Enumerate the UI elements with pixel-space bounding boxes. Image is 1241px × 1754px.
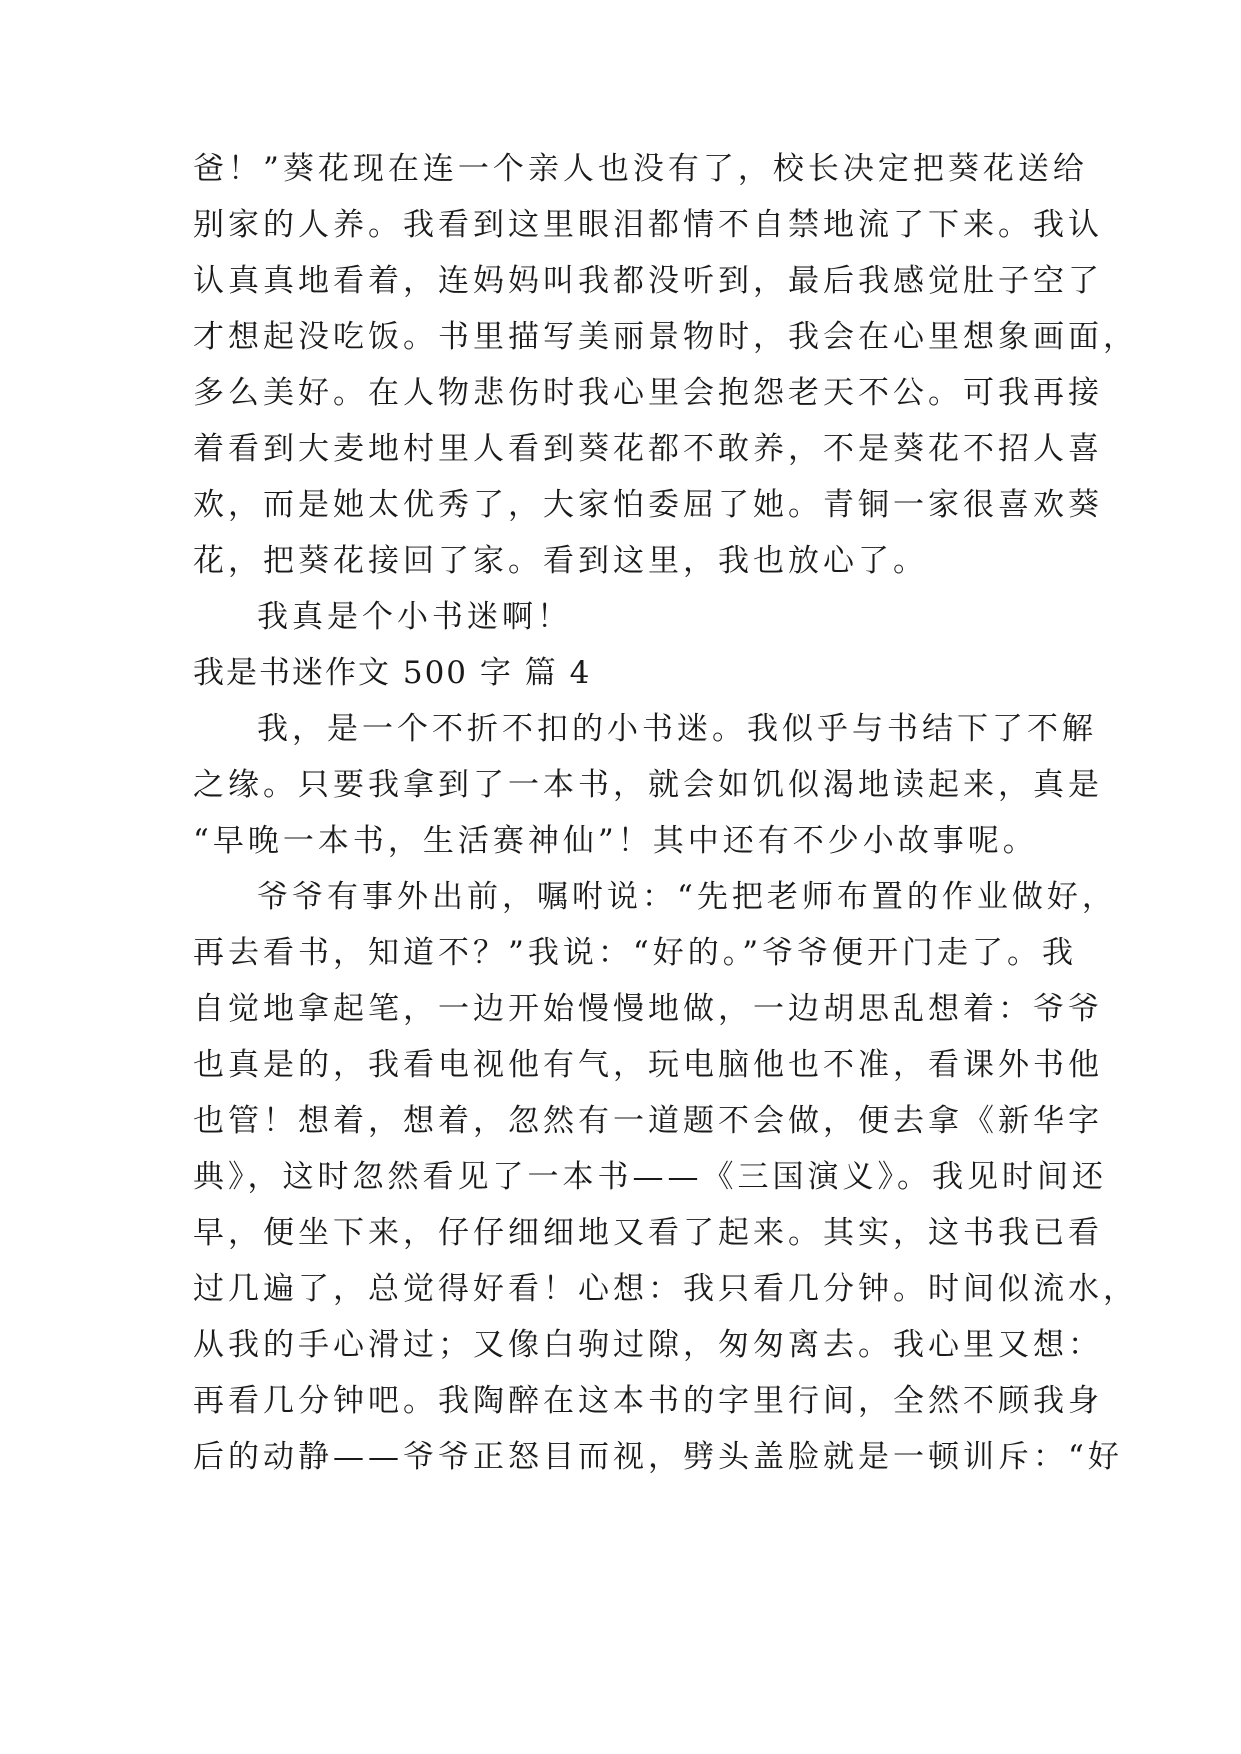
text-line: 欢，而是她太优秀了，大家怕委屈了她。青铜一家很喜欢葵 bbox=[193, 487, 1103, 523]
text-line: 自觉地拿起笔，一边开始慢慢地做，一边胡思乱想着：爷爷 bbox=[193, 991, 1103, 1027]
text-line: 早，便坐下来，仔仔细细地又看了起来。其实，这书我已看 bbox=[193, 1215, 1103, 1251]
text-line: “早晚一本书，生活赛神仙”！其中还有不少小故事呢。 bbox=[193, 823, 1038, 859]
text-line: 也管！想着，想着，忽然有一道题不会做，便去拿《新华字 bbox=[193, 1103, 1103, 1139]
text-line: 花，把葵花接回了家。看到这里，我也放心了。 bbox=[193, 543, 928, 579]
text-line: 多么美好。在人物悲伤时我心里会抱怨老天不公。可我再接 bbox=[193, 375, 1103, 411]
text-line: 我真是个小书迷啊！ bbox=[257, 599, 572, 635]
text-line: 典》，这时忽然看见了一本书——《三国演义》。我见时间还 bbox=[193, 1159, 1107, 1195]
text-line: 也真是的，我看电视他有气，玩电脑他也不准，看课外书他 bbox=[193, 1047, 1103, 1083]
text-line: 我，是一个不折不扣的小书迷。我似乎与书结下了不解 bbox=[257, 711, 1097, 747]
text-line: 着看到大麦地村里人看到葵花都不敢养，不是葵花不招人喜 bbox=[193, 431, 1103, 467]
text-line: 再看几分钟吧。我陶醉在这本书的字里行间，全然不顾我身 bbox=[193, 1383, 1103, 1419]
text-line: 别家的人养。我看到这里眼泪都情不自禁地流了下来。我认 bbox=[193, 207, 1103, 243]
text-line: 之缘。只要我拿到了一本书，就会如饥似渴地读起来，真是 bbox=[193, 767, 1103, 803]
text-line: 爷爷有事外出前，嘱咐说：“先把老师布置的作业做好， bbox=[257, 879, 1117, 915]
section-heading: 我是书迷作文 500 字 篇 4 bbox=[193, 655, 592, 691]
text-line: 认真真地看着，连妈妈叫我都没听到，最后我感觉肚子空了 bbox=[193, 263, 1103, 299]
text-line: 过几遍了，总觉得好看！心想：我只看几分钟。时间似流水， bbox=[193, 1271, 1138, 1307]
text-line: 后的动静——爷爷正怒目而视，劈头盖脸就是一顿训斥：“好 bbox=[193, 1439, 1123, 1475]
text-line: 才想起没吃饭。书里描写美丽景物时，我会在心里想象画面， bbox=[193, 319, 1138, 355]
text-line: 再去看书，知道不？”我说：“好的。”爷爷便开门走了。我 bbox=[193, 935, 1078, 971]
text-line: 从我的手心滑过；又像白驹过隙，匆匆离去。我心里又想： bbox=[193, 1327, 1103, 1363]
text-line: 爸！”葵花现在连一个亲人也没有了，校长决定把葵花送给 bbox=[193, 151, 1088, 187]
